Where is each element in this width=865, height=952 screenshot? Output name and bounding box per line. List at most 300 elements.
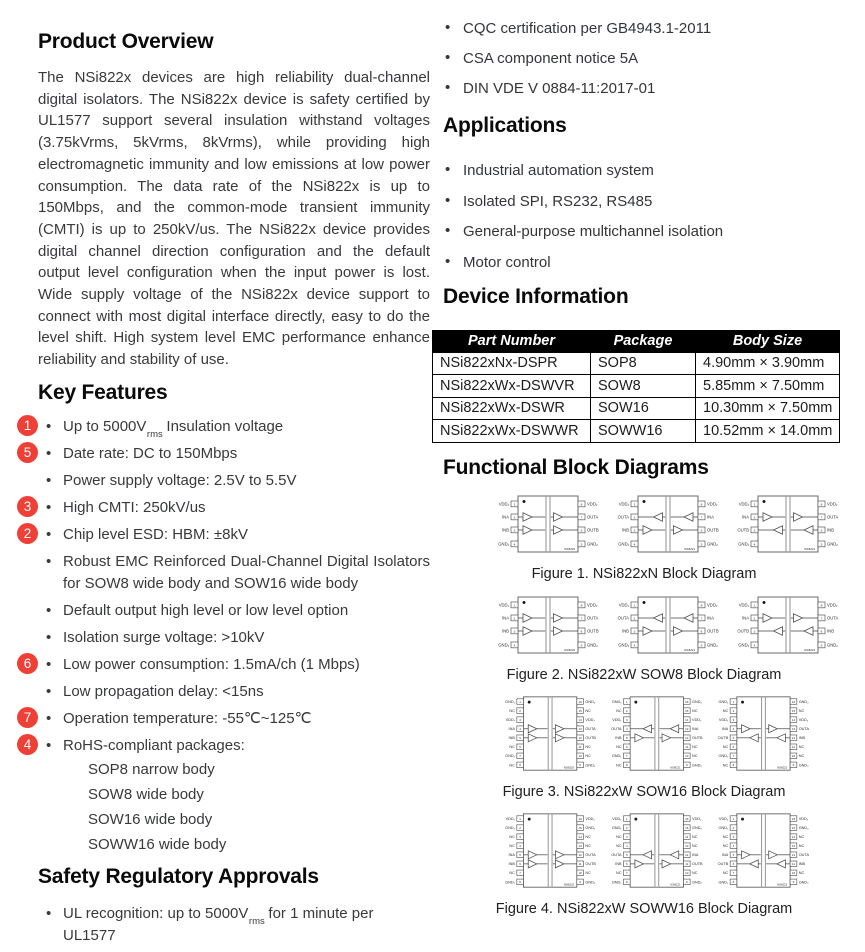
svg-text:GND₁: GND₁	[505, 753, 515, 758]
certification-item	[443, 48, 845, 69]
svg-text:14: 14	[685, 717, 689, 722]
svg-text:6: 6	[519, 861, 521, 866]
svg-text:2: 2	[732, 825, 735, 830]
svg-text:1: 1	[633, 602, 636, 607]
table-row	[433, 420, 840, 443]
svg-text:7: 7	[732, 753, 735, 758]
svg-text:GND₁: GND₁	[498, 641, 509, 647]
svg-text:NC: NC	[616, 762, 622, 767]
svg-text:15: 15	[685, 708, 689, 713]
feature-item	[23, 708, 430, 730]
figure-4	[443, 811, 845, 919]
svg-text:3: 3	[625, 834, 628, 839]
svg-text:NC: NC	[585, 744, 591, 749]
svg-text:2: 2	[625, 708, 628, 713]
svg-text:1: 1	[753, 602, 756, 607]
svg-text:VDD₂: VDD₂	[707, 500, 718, 506]
svg-text:VDD₁: VDD₁	[612, 717, 622, 722]
safety-approvals-heading: Safety Regulatory Approvals	[38, 864, 319, 888]
svg-text:OUTB: OUTB	[737, 526, 749, 532]
bullet-icon: •	[46, 471, 52, 489]
key-features-heading: Key Features	[38, 380, 168, 404]
svg-text:NSi8222: NSi8222	[804, 546, 815, 551]
svg-text:9: 9	[792, 762, 795, 767]
svg-text:6: 6	[625, 861, 628, 866]
svg-text:OUTA: OUTA	[585, 726, 596, 731]
key-features-list	[23, 416, 430, 857]
svg-text:GND₂: GND₂	[587, 540, 598, 546]
svg-text:12: 12	[791, 735, 796, 740]
svg-text:10: 10	[578, 870, 582, 875]
svg-text:VDD₂: VDD₂	[585, 717, 595, 722]
figure-2	[443, 593, 845, 685]
svg-text:2: 2	[513, 514, 516, 519]
svg-text:16: 16	[578, 816, 582, 821]
svg-text:1: 1	[513, 501, 516, 506]
svg-text:INA: INA	[721, 852, 729, 857]
svg-text:3: 3	[625, 717, 628, 722]
svg-text:2: 2	[633, 615, 636, 620]
svg-text:7: 7	[700, 615, 703, 620]
block-diagrams-heading: Functional Block Diagrams	[443, 455, 709, 479]
svg-text:8: 8	[732, 879, 735, 884]
svg-text:2: 2	[753, 615, 756, 620]
svg-text:NC: NC	[722, 708, 729, 713]
svg-text:4: 4	[513, 541, 516, 546]
svg-text:NC: NC	[616, 744, 622, 749]
svg-text:INB: INB	[827, 526, 834, 532]
svg-text:3: 3	[513, 628, 516, 633]
svg-text:NC: NC	[692, 744, 698, 749]
bullet-icon: •	[46, 709, 52, 727]
svg-text:15: 15	[791, 708, 796, 713]
svg-text:NC: NC	[616, 843, 622, 848]
svg-text:OUTA: OUTA	[587, 513, 599, 519]
application-item-label: Industrial automation system	[463, 162, 654, 179]
svg-text:4: 4	[732, 726, 735, 731]
svg-text:OUTA: OUTA	[585, 852, 596, 857]
svg-text:11: 11	[578, 861, 582, 866]
feature-item	[23, 524, 430, 546]
svg-text:11: 11	[685, 744, 689, 749]
bullet-icon: •	[46, 601, 52, 619]
svg-text:1: 1	[732, 816, 735, 821]
svg-text:OUTB: OUTB	[717, 861, 729, 866]
svg-text:6: 6	[820, 628, 823, 633]
table-cell: NSi822xWx-DSWWR	[433, 420, 591, 443]
feature-item	[38, 470, 430, 492]
svg-text:NSi8222: NSi8222	[804, 647, 815, 652]
svg-text:VDD₁: VDD₁	[718, 816, 729, 821]
svg-text:8: 8	[625, 762, 628, 767]
application-item	[443, 252, 845, 273]
figure-caption: Figure 2. NSi822xW SOW8 Block Diagram	[506, 666, 782, 683]
bullet-icon: •	[46, 682, 52, 700]
svg-text:1: 1	[519, 699, 521, 704]
certification-item-label: DIN VDE V 0884-11:2017-01	[463, 80, 656, 97]
certification-item	[443, 18, 845, 39]
svg-text:1: 1	[633, 501, 636, 506]
table-header-cell: Part Number	[433, 330, 591, 352]
svg-text:GND₂: GND₂	[798, 699, 809, 704]
svg-text:NC: NC	[509, 843, 515, 848]
table-row	[433, 352, 840, 375]
svg-text:6: 6	[732, 861, 735, 866]
svg-text:VDD₁: VDD₁	[498, 500, 509, 506]
svg-text:7: 7	[700, 514, 703, 519]
svg-text:GND₂: GND₂	[587, 641, 598, 647]
svg-text:NC: NC	[798, 753, 805, 758]
bullet-icon: •	[445, 161, 451, 178]
svg-text:6: 6	[625, 744, 628, 749]
svg-text:INA: INA	[721, 726, 729, 731]
svg-text:NC: NC	[585, 753, 591, 758]
svg-text:GND₁: GND₁	[498, 540, 509, 546]
safety-approvals-list	[38, 903, 430, 947]
svg-text:GND₁: GND₁	[738, 641, 749, 647]
feature-text: Operation temperature: -55℃~125℃	[63, 709, 312, 727]
svg-text:NSi8220: NSi8220	[563, 765, 574, 769]
svg-text:INB: INB	[615, 861, 622, 866]
svg-text:8: 8	[700, 501, 703, 506]
svg-text:7: 7	[625, 870, 628, 875]
svg-text:5: 5	[625, 852, 628, 857]
svg-text:VDD₁: VDD₁	[718, 717, 729, 722]
svg-text:12: 12	[685, 852, 689, 857]
svg-text:NC: NC	[585, 870, 591, 875]
svg-text:GND₁: GND₁	[505, 879, 515, 884]
svg-text:13: 13	[791, 843, 796, 848]
svg-text:VDD₁: VDD₁	[505, 816, 515, 821]
svg-text:INA: INA	[508, 852, 515, 857]
svg-text:OUTA: OUTA	[798, 852, 809, 857]
svg-text:OUTA: OUTA	[617, 614, 629, 620]
svg-text:11: 11	[791, 861, 796, 866]
bullet-icon: •	[46, 444, 52, 462]
svg-text:GND₁: GND₁	[505, 699, 515, 704]
svg-text:OUTB: OUTB	[707, 627, 719, 633]
svg-text:GND₁: GND₁	[611, 879, 622, 884]
svg-text:NSi8220: NSi8220	[564, 546, 575, 551]
svg-text:GND₁: GND₁	[738, 540, 749, 546]
svg-text:4: 4	[519, 726, 521, 731]
svg-text:6: 6	[700, 628, 703, 633]
svg-text:GND₂: GND₂	[585, 699, 596, 704]
feature-item	[23, 735, 430, 857]
svg-text:VDD₂: VDD₂	[692, 816, 702, 821]
table-cell: SOWW16	[591, 420, 696, 443]
svg-text:5: 5	[732, 735, 735, 740]
svg-text:NSi8221: NSi8221	[670, 882, 681, 886]
svg-text:GND₁: GND₁	[718, 753, 729, 758]
table-row	[433, 397, 840, 420]
feature-number-badge: 7	[17, 707, 38, 728]
feature-number-badge: 2	[17, 523, 38, 544]
bullet-icon: •	[46, 904, 52, 922]
feature-subline: SOWW16 wide body	[88, 835, 227, 853]
svg-text:8: 8	[625, 879, 628, 884]
product-overview-paragraph: The NSi822x devices are high reliability dual-channel digital isolators. The NSi822x device is safety certified by UL1577 support several insulation withstand voltages (3.75kVrms, 5kVrms, 8kVrms), while providing high electromagnetic immunity and low emissions at low power consumption. The data rate of the NSi822x is up to 150Mbps, and the common-mode transient immunity (CMTI) is up to 250kV/us. The NSi822x device provides digital channel direction configuration and the default output level configuration when the input power is lost. Wide supply voltage of the NSi822x device support to connect with most digital interface directly, easy to do the level shift. High system level EMC performance enhance reliability and stability of use.	[38, 69, 430, 369]
feature-text: Chip level ESD: HBM: ±8kV	[63, 525, 248, 543]
svg-text:16: 16	[791, 816, 796, 821]
svg-text:GND₁: GND₁	[718, 879, 729, 884]
svg-text:OUTB: OUTB	[717, 735, 729, 740]
table-cell: 4.90mm × 3.90mm	[696, 352, 840, 375]
svg-text:NC: NC	[798, 843, 805, 848]
svg-text:2: 2	[753, 514, 756, 519]
svg-text:INB: INB	[508, 735, 515, 740]
feature-item	[38, 627, 430, 649]
svg-text:8: 8	[519, 762, 521, 767]
application-item	[443, 191, 845, 212]
feature-text: Robust EMC Reinforced Dual-Channel Digital Isolators for SOW8 wide body and SOW16 wide body	[63, 552, 430, 592]
svg-text:3: 3	[633, 527, 636, 532]
svg-text:VDD₁: VDD₁	[498, 601, 509, 607]
svg-text:5: 5	[700, 541, 703, 546]
svg-text:GND₂: GND₂	[692, 699, 702, 704]
svg-text:VDD₁: VDD₁	[612, 816, 622, 821]
svg-text:15: 15	[578, 708, 582, 713]
svg-text:OUTB: OUTB	[587, 627, 599, 633]
svg-text:GND₂: GND₂	[798, 825, 809, 830]
svg-text:7: 7	[580, 514, 583, 519]
svg-text:3: 3	[519, 717, 521, 722]
table-cell: NSi822xWx-DSWR	[433, 397, 591, 420]
svg-text:13: 13	[791, 726, 796, 731]
svg-text:NC: NC	[509, 870, 515, 875]
bullet-icon: •	[445, 191, 451, 209]
svg-text:NC: NC	[509, 762, 515, 767]
table-cell: 10.52mm × 14.0mm	[696, 420, 840, 443]
svg-text:16: 16	[685, 816, 689, 821]
svg-text:8: 8	[580, 602, 583, 607]
svg-text:INB: INB	[827, 627, 834, 633]
svg-text:8: 8	[580, 501, 583, 506]
feature-text: Up to $5000V_{rms}$ Insulation voltage	[63, 417, 284, 440]
svg-text:7: 7	[519, 870, 521, 875]
svg-text:14: 14	[578, 717, 582, 722]
svg-text:VDD₂: VDD₂	[827, 601, 838, 607]
svg-text:14: 14	[791, 834, 796, 839]
svg-text:14: 14	[578, 834, 582, 839]
svg-text:INA: INA	[508, 726, 515, 731]
bullet-icon: •	[46, 525, 52, 543]
svg-text:VDD₂: VDD₂	[798, 816, 809, 821]
svg-text:NC: NC	[692, 843, 698, 848]
svg-text:6: 6	[732, 744, 735, 749]
svg-text:GND₂: GND₂	[585, 762, 596, 767]
svg-text:GND₁: GND₁	[505, 825, 515, 830]
bullet-icon: •	[46, 736, 52, 754]
svg-text:OUTA: OUTA	[617, 513, 629, 519]
feature-item	[38, 903, 430, 947]
svg-text:INA: INA	[742, 513, 749, 519]
svg-text:VDD₁: VDD₁	[738, 601, 749, 607]
svg-text:INB: INB	[508, 861, 515, 866]
svg-text:VDD₂: VDD₂	[585, 816, 595, 821]
svg-text:GND₂: GND₂	[798, 762, 809, 767]
svg-text:1: 1	[513, 602, 516, 607]
svg-text:INA: INA	[707, 513, 714, 519]
feature-subline: SOW16 wide body	[88, 810, 213, 828]
svg-text:NC: NC	[616, 870, 622, 875]
svg-text:11: 11	[791, 744, 796, 749]
svg-text:OUTB: OUTB	[707, 526, 719, 532]
svg-text:8: 8	[820, 602, 823, 607]
svg-text:INB: INB	[622, 627, 629, 633]
svg-text:OUTA: OUTA	[827, 614, 839, 620]
svg-text:5: 5	[580, 642, 583, 647]
svg-text:NC: NC	[585, 843, 591, 848]
svg-text:NC: NC	[616, 708, 622, 713]
svg-text:OUTA: OUTA	[798, 726, 809, 731]
svg-text:2: 2	[513, 615, 516, 620]
svg-text:OUTB: OUTB	[692, 735, 703, 740]
svg-text:6: 6	[820, 527, 823, 532]
svg-text:8: 8	[820, 501, 823, 506]
svg-text:7: 7	[625, 753, 628, 758]
svg-text:4: 4	[732, 843, 735, 848]
svg-text:11: 11	[685, 861, 689, 866]
bullet-icon: •	[445, 49, 451, 66]
svg-text:INB: INB	[502, 526, 509, 532]
table-cell: SOW8	[591, 375, 696, 398]
svg-text:GND₂: GND₂	[585, 825, 596, 830]
feature-item	[38, 600, 430, 622]
svg-text:5: 5	[820, 642, 823, 647]
feature-text: Power supply voltage: 2.5V to 5.5V	[63, 471, 297, 489]
svg-text:8: 8	[700, 602, 703, 607]
svg-text:2: 2	[519, 708, 521, 713]
svg-text:GND₁: GND₁	[618, 540, 629, 546]
svg-text:OUTA: OUTA	[611, 726, 622, 731]
svg-text:VDD₁: VDD₁	[505, 717, 515, 722]
svg-text:OUTA: OUTA	[827, 513, 839, 519]
feature-text: UL recognition: up to $5000V_{rms}$ for 1 minute per UL1577	[63, 904, 374, 944]
svg-text:NC: NC	[692, 834, 698, 839]
svg-text:NSi8222: NSi8222	[777, 765, 788, 769]
svg-text:GND₂: GND₂	[692, 879, 702, 884]
svg-text:2: 2	[519, 825, 521, 830]
feature-number-badge: 5	[17, 442, 38, 463]
svg-text:6: 6	[580, 628, 583, 633]
svg-text:NC: NC	[798, 708, 805, 713]
svg-text:10: 10	[791, 870, 796, 875]
svg-text:INA: INA	[502, 614, 509, 620]
application-item-label: General-purpose multichannel isolation	[463, 223, 724, 240]
table-header-cell: Package	[591, 330, 696, 352]
svg-text:2: 2	[625, 825, 628, 830]
svg-text:9: 9	[685, 762, 688, 767]
svg-text:VDD₁: VDD₁	[738, 500, 749, 506]
device-information-table	[432, 330, 840, 443]
block-diagrams-area	[443, 492, 845, 919]
bullet-icon: •	[445, 19, 451, 36]
svg-text:NSi8221: NSi8221	[684, 546, 695, 551]
svg-text:12: 12	[685, 735, 689, 740]
svg-text:NC: NC	[509, 708, 515, 713]
figure-2-diagram	[488, 593, 848, 657]
figure-3-diagram	[493, 694, 813, 774]
bullet-icon: •	[46, 417, 52, 435]
svg-text:NC: NC	[722, 843, 729, 848]
feature-item	[23, 416, 430, 440]
svg-text:INA: INA	[692, 852, 699, 857]
svg-text:11: 11	[578, 744, 582, 749]
svg-text:2: 2	[732, 708, 735, 713]
feature-text: Low power consumption: 1.5mA/ch (1 Mbps)	[63, 655, 360, 673]
svg-text:NC: NC	[798, 870, 805, 875]
svg-text:1: 1	[732, 699, 735, 704]
svg-text:10: 10	[578, 753, 582, 758]
svg-text:15: 15	[791, 825, 796, 830]
svg-text:12: 12	[791, 852, 796, 857]
svg-text:8: 8	[732, 762, 735, 767]
svg-text:NSi8222: NSi8222	[777, 882, 788, 886]
svg-text:INB: INB	[502, 627, 509, 633]
bullet-icon: •	[46, 498, 52, 516]
svg-text:13: 13	[685, 843, 689, 848]
figure-caption: Figure 4. NSi822xW SOWW16 Block Diagram	[495, 900, 793, 917]
feature-item	[23, 654, 430, 676]
application-item	[443, 221, 845, 242]
svg-text:7: 7	[820, 514, 823, 519]
svg-text:3: 3	[732, 717, 735, 722]
svg-text:NC: NC	[585, 834, 591, 839]
figure-1-diagram	[488, 492, 848, 556]
application-item-label: Isolated SPI, RS232, RS485	[463, 192, 653, 210]
bullet-icon: •	[46, 655, 52, 673]
svg-text:INA: INA	[502, 513, 509, 519]
svg-text:4: 4	[633, 541, 636, 546]
svg-text:5: 5	[732, 852, 735, 857]
svg-text:OUTB: OUTB	[692, 861, 703, 866]
svg-text:NSi8221: NSi8221	[670, 765, 681, 769]
device-information-heading: Device Information	[443, 284, 629, 308]
svg-text:NC: NC	[509, 834, 515, 839]
svg-text:6: 6	[580, 527, 583, 532]
bullet-icon: •	[445, 222, 451, 239]
table-cell: 10.30mm × 7.50mm	[696, 397, 840, 420]
svg-text:VDD₂: VDD₂	[587, 601, 598, 607]
figure-4-diagram	[493, 811, 813, 891]
svg-text:GND₂: GND₂	[827, 641, 838, 647]
svg-text:NC: NC	[722, 762, 729, 767]
svg-text:NSi8220: NSi8220	[564, 647, 575, 652]
svg-text:INB: INB	[798, 735, 806, 740]
table-cell: 5.85mm × 7.50mm	[696, 375, 840, 398]
feature-number-badge: 1	[17, 415, 38, 436]
bullet-icon: •	[46, 628, 52, 646]
svg-text:GND₂: GND₂	[692, 825, 702, 830]
svg-text:6: 6	[519, 744, 521, 749]
svg-text:3: 3	[753, 527, 756, 532]
feature-item	[38, 681, 430, 703]
svg-text:5: 5	[820, 541, 823, 546]
svg-text:INA: INA	[707, 614, 714, 620]
svg-text:GND₂: GND₂	[692, 762, 702, 767]
figure-1	[443, 492, 845, 584]
svg-text:3: 3	[633, 628, 636, 633]
svg-text:GND₁: GND₁	[611, 753, 622, 758]
table-cell: NSi822xNx-DSPR	[433, 352, 591, 375]
svg-text:3: 3	[732, 834, 735, 839]
feature-number-badge: 6	[17, 653, 38, 674]
svg-text:NC: NC	[722, 870, 729, 875]
svg-text:4: 4	[625, 726, 628, 731]
svg-text:OUTB: OUTB	[585, 861, 596, 866]
svg-text:VDD₁: VDD₁	[618, 601, 629, 607]
